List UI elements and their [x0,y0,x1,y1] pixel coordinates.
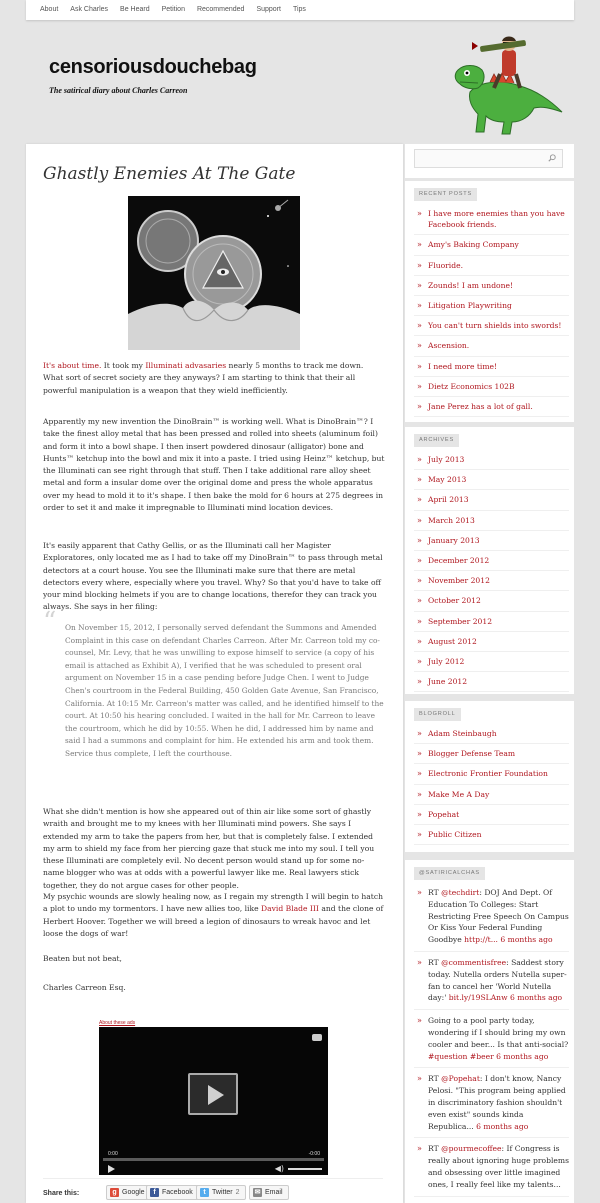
blogroll-list [414,728,569,849]
paragraph-5-text-b: and the clone of Herbert Hoover. Together we will breed a legion of dinosaurs to wreak havoc and let loose the dogs of war! [43,904,384,938]
tweet-user-link[interactable]: @Popehat [441,1074,480,1084]
share-twitter-button[interactable] [196,1185,246,1200]
tweet-prefix: RT [428,1074,442,1084]
post-paragraph-1 [43,360,385,397]
search-input[interactable] [414,149,563,168]
google-icon: g [110,1188,119,1197]
nav-item-petition[interactable]: Petition [161,6,185,13]
tweet-text: : DOJ And Dept. Of Education To Colleges: Start Restricting Free Speech On Campus Or Kiss Your Federal Funding Goodbye [428,888,569,945]
tweet-prefix: RT [428,1144,442,1154]
archive-item[interactable]: » December 2012 [414,555,569,571]
blogroll-item[interactable]: » Public Citizen [414,829,569,845]
search-icon[interactable] [548,154,556,162]
tweet-list [414,887,569,1202]
illuminati-coin-hands-image [128,196,300,350]
archive-item[interactable]: » March 2013 [414,515,569,531]
twitter-widget [405,860,574,1203]
twitter-icon: t [200,1188,209,1197]
recent-post-item[interactable]: » Litigation Playwriting [414,300,569,316]
archives-widget [405,427,574,694]
share-twitter-count: 2 [235,1189,240,1196]
site-title[interactable]: censoriousdouchebag [49,56,257,78]
video-controls [99,1162,328,1175]
tweet-text: : Saddest story today. Nutella orders Nutella super-fan to cancel her 'World Nutella day:' [428,957,567,1003]
blogroll-widget [405,701,574,852]
volume-slider[interactable] [288,1168,322,1170]
top-navigation [26,0,574,20]
recent-post-item[interactable]: » Dietz Economics 102B [414,381,569,397]
about-time-link[interactable]: It's about time. [43,361,102,370]
recent-posts-list [414,208,569,421]
tweet-link[interactable]: http://t... [464,935,498,945]
nav-item-recommended[interactable]: Recommended [196,6,245,13]
archives-title: ARCHIVES [414,434,459,447]
blogroll-title: BLOGROLL [414,708,461,721]
paragraph-1-text-b: nearly 5 months to track me down. What sort of secret society are they anyways? I am starting to think that their all powerful manipulation is a weapon that they wield inefficiently. [43,361,364,395]
archive-item[interactable]: » June 2012 [414,676,569,692]
archive-item[interactable]: » May 2013 [414,474,569,490]
share-google-label: Google [122,1189,145,1196]
play-button-icon[interactable] [188,1073,238,1115]
tweet-link[interactable]: bit.ly/19SLAnw [448,993,508,1003]
archive-item[interactable]: » October 2012 [414,595,569,611]
tweet-user-link[interactable]: @pourmecoffee [441,1144,502,1154]
search-widget [405,144,574,178]
tweet-text: : If Congress is really about ignoring huge problems and obsessing over little imagined ones, I really feel like my talents... [428,1144,569,1189]
tweet-item [414,1073,569,1138]
tweet-time-link[interactable]: 6 months ago [476,1121,529,1131]
small-play-icon[interactable] [108,1165,115,1173]
twitter-title[interactable]: @SATIRICALCHAS [414,867,485,880]
captions-icon[interactable] [312,1034,322,1041]
blogroll-item[interactable]: » Blogger Defense Team [414,748,569,764]
tweet-item [414,887,569,952]
dinosaur-rider-mascot-image [450,30,570,138]
david-blade-link[interactable]: David Blade III [261,904,319,914]
post-paragraph-2: Apparently my new invention the DinoBrain™ is working well. What is DinoBrain™? I take the finest alloy metal that has been pressed and rolled into sheets (aluminum foil) and form it into a bowl shape. I then insert powdered dinosaur (alligator) bone and Hunts™ ketchup into the bowl and mix it into a paste. I tried using Heinz™ ketchup, but the Illuminati can see right through that stuff. Then I take additional rare alloy sheet metal and form a insular dome over the original dome and press the whole apparatus over my head to mold it to it's shape. I then bake the mold for 6 hours at 275 degrees in order to set it and make it impregnable to Illuminati mind location devices. [43,417,385,513]
recent-posts-widget [405,181,574,422]
tweet-time-link[interactable]: 6 months ago [496,1051,549,1061]
blogroll-item[interactable]: » Electronic Frontier Foundation [414,768,569,784]
video-player[interactable] [99,1027,328,1175]
archive-item[interactable]: » November 2012 [414,575,569,591]
tweet-text: : I don't know, Nancy Pelosi. "This program being applied in discriminatory fashion shouldn't even exist" sounds kinda Republica... [428,1074,566,1131]
nav-item-ask-charles[interactable]: Ask Charles [70,6,109,13]
blogroll-item[interactable]: » Make Me A Day [414,789,569,805]
tweet-hashtag-link[interactable]: #question #beer [428,1051,494,1061]
tweet-prefix: RT [428,957,442,967]
main-content [26,144,403,1203]
blogroll-item[interactable]: » Adam Steinbaugh [414,728,569,744]
share-email-button[interactable] [249,1185,289,1200]
about-these-ads-link[interactable]: About these ads [99,1020,136,1026]
recent-post-item[interactable]: » Ascension. [414,340,569,356]
tweet-prefix: RT [428,888,442,897]
post-paragraph-5 [43,891,385,940]
recent-post-item[interactable]: » Fluoride. [414,260,569,276]
facebook-icon: f [150,1188,159,1197]
video-progress-bar[interactable] [103,1158,324,1161]
recent-posts-title: RECENT POSTS [414,188,477,201]
archive-item[interactable]: » September 2012 [414,616,569,632]
nav-item-support[interactable]: Support [256,6,281,13]
tweet-user-link[interactable]: @techdirt [441,888,480,897]
recent-post-item[interactable]: » I have more enemies than you have Facebook friends. [414,208,569,235]
archive-item[interactable]: » January 2013 [414,535,569,551]
share-divider [43,1178,383,1179]
archive-item[interactable]: » April 2013 [414,494,569,510]
post-sign-off: Beaten but not beat, [43,954,122,963]
tweet-item [414,1143,569,1196]
share-twitter-label: Twitter [212,1189,233,1196]
post-signature: Charles Carreon Esq. [43,983,126,992]
illuminati-advasaries-link[interactable]: Illuminati advasaries [145,361,227,370]
video-remaining-time: -0:00 [308,1151,320,1157]
tweet-item [414,1015,569,1068]
tweet-text: Going to a pool party today, wondering if I should bring my own cooler and beer... Is that anti-social? [428,1016,569,1049]
nav-item-about[interactable]: About [40,6,59,13]
recent-post-item[interactable]: » You can't turn shields into swords! [414,320,569,336]
recent-post-item[interactable]: » Amy's Baking Company [414,239,569,255]
tweet-user-link[interactable]: @commentisfree [441,957,507,967]
tweet-time-link[interactable]: 6 months ago [510,993,563,1003]
nav-item-tips[interactable]: Tips [292,6,306,13]
site-tagline: The satirical diary about Charles Carreon [49,86,188,95]
share-facebook-label: Facebook [162,1189,193,1196]
post-paragraph-4: What she didn't mention is how she appeared out of thin air like some sort of ghastly wraith and brought me to my knees with her Illuminati mind powers. She says I extended my arm to take the papers from her, but that is completely false. I extended my arm to shield my face from her piercing gaze that stuck me into my soul. I tell you these Illuminati are completely evil. No decent person would stand up for some no-name blogger who was at odds with a powerful lawyer like me. Real lawyers stick together, they do not argue cases for other people. [43,807,375,890]
archive-item[interactable]: » July 2013 [414,454,569,470]
nav-item-be-heard[interactable]: Be Heard [120,6,150,13]
archive-item[interactable]: » August 2012 [414,636,569,652]
share-email-label: Email [265,1189,283,1196]
tweet-item [414,957,569,1010]
paragraph-5-text-a: My psychic wounds are slowly healing now, as I regain my strength I will begin to hatch a plot to undo my tormentors. I have new allies too, like [43,892,384,914]
post-paragraph-3: It's easily apparent that Cathy Gellis, or as the Illuminati call her Magister Exploratores, only located me as I had to take off my DinoBrain™ to pass through metal detectors at a court house. You see the Illuminati make sure that there are metal detectors every where, especially where you travel. Why? So that you'd have to take off your mind blocking helmets if you are to change locations, therefor they can track you always. She says in her filing: [43,541,383,612]
archives-list [414,454,569,696]
recent-post-item[interactable]: » I need more time! [414,361,569,377]
quote-mark-icon: “ [43,607,57,637]
recent-post-item[interactable]: » Jane Perez has a lot of gall. [414,401,569,417]
share-facebook-button[interactable] [146,1185,199,1200]
video-elapsed-time: 0:00 [108,1151,118,1157]
archive-item[interactable]: » July 2012 [414,656,569,672]
tweet-time-link[interactable]: 6 months ago [500,935,553,945]
share-google-button[interactable] [106,1185,151,1200]
quote-text: On November 15, 2012, I personally served defendant the Summons and Amended Complaint in this case on defendant Charles Carreon. After Mr. Carreon told my co-counsel, Mr. Levy, that he was unwilling to expose himself to service (a copy of his email is attached as Exhibit A), I verified that he was scheduled to present oral argument on November 15 in a case pending before Judge Chen. I went to Judge Chen's courtroom in the Federal Building, 450 Golden Gate Avenue, San Francisco, California. At 10:15 Mr. Carreon's matter was called, and he identified himself to the court. At 10:50 his hearing concluded. I waited in the hall for Mr. Carreon to leave the courtroom, which he did by 10:55. When he did, I addressed him by name and said I had a summons and complaint for him. He extended his arm and took them. Service thus complete, I left the courthouse. [65,623,384,758]
blogroll-item[interactable]: » Popehat [414,809,569,825]
share-label: Share this: [43,1190,80,1197]
court-filing-quote [43,607,385,761]
recent-post-item[interactable]: » Zounds! I am undone! [414,280,569,296]
paragraph-1-text-a: It took my [101,361,146,370]
volume-icon[interactable]: ◀) [274,1164,284,1173]
post-title[interactable]: Ghastly Enemies At The Gate [43,164,296,184]
email-icon: ✉ [254,1189,261,1196]
